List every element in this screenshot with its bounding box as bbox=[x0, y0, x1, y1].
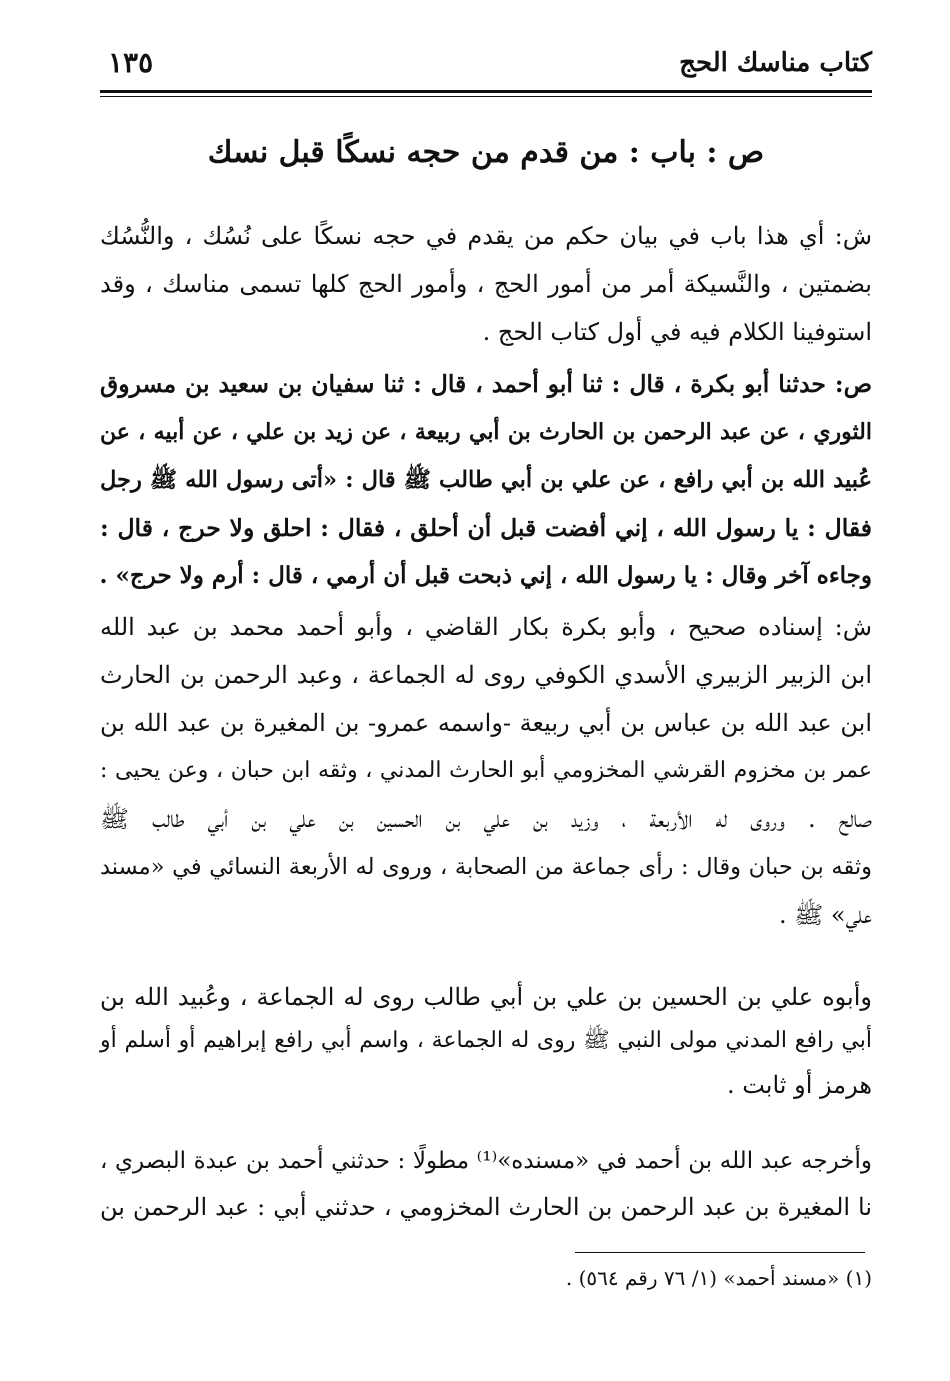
isnad-commentary-paragraph bbox=[100, 603, 872, 939]
text-line: صالح . وروى له الأربعة ، وزيد بن علي بن الحسين بن علي بن أبي طالب ﷺ bbox=[100, 805, 872, 833]
text-line: ابن عبد الله بن عباس بن أبي ربيعة -واسمه عمرو- بن المغيرة بن عبد الله بن bbox=[100, 709, 873, 737]
footnote-rule bbox=[575, 1252, 865, 1253]
takhrij-paragraph bbox=[100, 1138, 872, 1230]
text-line: وأخرجه عبد الله بن أحمد في «مسنده»⁽¹⁾ مطولًا : حدثني أحمد بن عبدة البصري ، bbox=[100, 1148, 872, 1174]
text-line: وثقه بن حبان وقال : رأى جماعة من الصحابة ، وروى له الأربعة النسائي في «مسند bbox=[100, 854, 872, 880]
text-line: نا المغيرة بن عبد الرحمن بن الحارث المخزومي ، حدثني أبي : عبد الرحمن بن bbox=[100, 1193, 872, 1221]
hadith-paragraph bbox=[100, 360, 872, 600]
text-line: وأبوه علي بن الحسين بن علي بن أبي طالب روى له الجماعة ، وعُبيد الله بن bbox=[100, 983, 872, 1011]
text-line: الثوري ، عن عبد الرحمن بن الحارث بن أبي ربيعة ، عن زيد بن علي ، عن أبيه ، عن bbox=[100, 419, 872, 445]
text-line: أبي رافع المدني مولى النبي ﷺ روى له الجماعة ، واسم أبي رافع إبراهيم أو أسلم أو bbox=[100, 1028, 872, 1053]
text-line: عمر بن مخزوم القرشي المخزومي أبو الحارث المدني ، وثقه ابن حبان ، وعن يحيى : bbox=[100, 758, 873, 783]
header-rule-thin bbox=[100, 96, 872, 97]
text-line: وجاءه آخر وقال : يا رسول الله ، إني ذبحت قبل أن أرمي ، قال : أرم ولا حرج» . bbox=[99, 562, 872, 589]
text-line: ابن الزبير الزبيري الأسدي الكوفي روى له الجماعة ، وعبد الرحمن بن الحارث bbox=[100, 661, 872, 689]
narrators-paragraph bbox=[100, 975, 872, 1107]
chapter-heading: ص : باب : من قدم من حجه نسكًا قبل نسك bbox=[207, 135, 765, 170]
text-line: علي» ﷺ . bbox=[779, 901, 872, 929]
text-line: ش: أي هذا باب في بيان حكم من يقدم في حجه نسكًا على نُسُك ، والنُّسُك bbox=[100, 222, 872, 250]
text-line: بضمتين ، والنَّسيكة أمر من أمور الحج ، وأمور الحج كلها تسمى مناسك ، وقد bbox=[100, 270, 872, 298]
text-line: عُبيد الله بن أبي رافع ، عن علي بن أبي طالب ﷺ قال : «أتى رسول الله ﷺ رجل bbox=[100, 467, 872, 493]
page-header bbox=[100, 40, 872, 92]
text-line: استوفينا الكلام فيه في أول كتاب الحج . bbox=[482, 318, 872, 346]
footnote: (١) «مسند أحمد» (١/ ٧٦ رقم ٥٦٤) . bbox=[565, 1266, 872, 1290]
text-line: هرمز أو ثابت . bbox=[726, 1071, 872, 1099]
page-number: ١٣٥ bbox=[108, 46, 154, 79]
commentary-paragraph bbox=[100, 212, 872, 356]
text-line: ص: حدثنا أبو بكرة ، قال : ثنا أبو أحمد ، قال : ثنا سفيان بن سعيد بن مسروق bbox=[100, 370, 872, 398]
header-rule bbox=[100, 90, 872, 93]
running-title: كتاب مناسك الحج bbox=[679, 48, 872, 78]
text-line: فقال : يا رسول الله ، إني أفضت قبل أن أحلق ، فقال : احلق ولا حرج ، قال : bbox=[100, 514, 872, 542]
text-line: ش: إسناده صحيح ، وأبو بكرة بكار القاضي ، وأبو أحمد محمد بن عبد الله bbox=[100, 613, 872, 641]
